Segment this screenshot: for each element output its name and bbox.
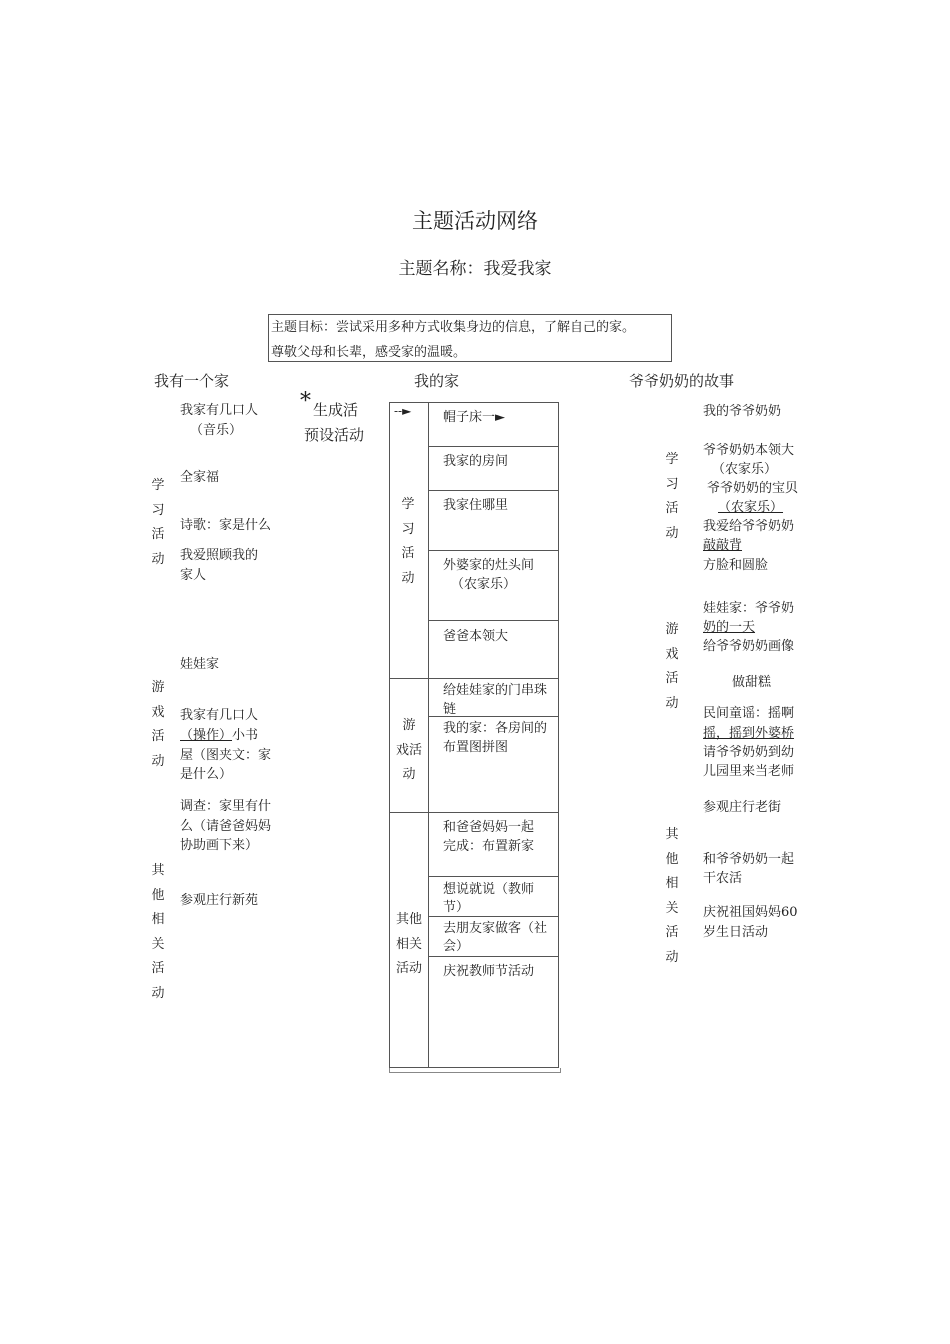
middle-learn-label: 学 习 活 动 (401, 497, 415, 586)
table-cell: 我家的房间 (443, 454, 509, 469)
divider (428, 490, 559, 491)
list-item: 爷爷奶奶本领大 (703, 443, 795, 458)
list-item: 么（请爸爸妈妈 (180, 819, 272, 834)
right-game-label: 游 戏 活 动 (665, 622, 679, 711)
list-item: 协助画下来） (180, 838, 259, 853)
divider (428, 550, 559, 551)
table-cell: 帽子床一► (443, 410, 505, 425)
left-learn-label: 学 习 活 动 (151, 478, 165, 567)
list-item: 摇，摇到外婆桥 (703, 726, 795, 741)
right-learn-label: 学 习 活 动 (665, 452, 679, 541)
arrow-icon: --► (394, 404, 412, 418)
list-item: 岁生日活动 (703, 925, 769, 940)
list-item: 我爱给爷爷奶奶 (703, 519, 795, 534)
list-item: 给爷爷奶奶画像 (703, 639, 795, 654)
generated-label: 生成活 (313, 401, 359, 419)
divider (428, 446, 559, 447)
star-icon: * (300, 389, 311, 414)
divider (389, 812, 559, 813)
list-item: （农家乐） (712, 462, 778, 477)
list-item: 爷爷奶奶的宝贝 (707, 481, 799, 496)
table-cell: 庆祝教师节活动 (443, 964, 535, 979)
list-item: （操作）小书 (180, 728, 259, 743)
right-other-label: 其 他 相 关 活 动 (665, 827, 679, 965)
right-heading: 爷爷奶奶的故事 (629, 372, 735, 390)
goal-line-2: 尊敬父母和长辈，感受家的温暖。 (271, 345, 467, 360)
list-item: 家人 (180, 568, 207, 583)
page-title: 主题活动网络 (412, 209, 538, 233)
table-cell: 会） (443, 939, 470, 954)
table-cell: 去朋友家做客（社 (443, 921, 548, 936)
list-item: 我家有几口人 (180, 708, 259, 723)
list-item: 调查：家里有什 (180, 799, 272, 814)
goal-line-1: 主题目标：尝试采用多种方式收集身边的信息，了解自己的家。 (271, 320, 636, 335)
list-item: 请爷爷奶奶到幼 (703, 745, 795, 760)
list-item: 儿园里来当老师 (703, 764, 795, 779)
list-item: 和爷爷奶奶一起 (703, 852, 795, 867)
middle-other-label: 其他 相关 活动 (395, 912, 422, 976)
table-cell: 我家住哪里 (443, 498, 509, 513)
divider (428, 876, 559, 877)
table-footer (389, 1068, 561, 1073)
table-cell: 外婆家的灶头间 (443, 558, 535, 573)
list-item: 是什么） (180, 767, 233, 782)
list-item: 我爱照顾我的 (180, 548, 259, 563)
divider (389, 678, 559, 679)
table-divider (428, 402, 429, 1068)
list-item: 屋（图夹文：家 (180, 748, 272, 763)
table-cell: 爸爸本领大 (443, 629, 509, 644)
table-cell: （农家乐） (451, 577, 517, 592)
table-cell: 给娃娃家的门串珠 (443, 683, 548, 698)
table-cell: 布置图拼图 (443, 740, 509, 755)
middle-game-label: 游 戏活 动 (395, 718, 422, 782)
list-item: 全家福 (180, 470, 220, 485)
left-heading: 我有一个家 (154, 372, 230, 390)
divider (428, 956, 559, 957)
middle-heading: 我的家 (414, 372, 460, 390)
table-cell: 想说就说（教师 (443, 882, 535, 897)
list-item: 我家有几口人 (180, 403, 259, 418)
preset-label: 预设活动 (304, 426, 365, 444)
table-cell: 我的家：各房间的 (443, 721, 548, 736)
list-item: 参观庄行老街 (703, 800, 782, 815)
list-item: 诗歌：家是什么 (180, 518, 272, 533)
left-game-label: 游 戏 活 动 (151, 680, 165, 769)
list-item: 奶的一天 (703, 620, 756, 635)
list-item: 民间童谣：摇啊 (703, 706, 795, 721)
list-item: 做甜糕 (732, 675, 772, 690)
table-cell: 和爸爸妈妈一起 (443, 820, 535, 835)
table-cell: 链 (443, 702, 457, 717)
list-item: 娃娃家 (180, 657, 220, 672)
list-item: 我的爷爷奶奶 (703, 404, 782, 419)
list-item: 敲敲背 (703, 538, 743, 553)
list-item: 方脸和圆脸 (703, 558, 769, 573)
table-cell: 节） (443, 900, 470, 915)
list-item: 参观庄行新苑 (180, 893, 259, 908)
list-item: （农家乐） (718, 500, 784, 515)
list-item: （音乐） (190, 423, 243, 438)
list-item: 干农活 (703, 871, 743, 886)
left-other-label: 其 他 相 关 活 动 (151, 863, 165, 1001)
table-cell: 完成：布置新家 (443, 839, 535, 854)
goal-box (268, 314, 672, 362)
divider (428, 620, 559, 621)
theme-name: 主题名称：我爱我家 (398, 259, 552, 279)
list-item: 庆祝祖国妈妈60 (703, 905, 798, 920)
list-item: 娃娃家：爷爷奶 (703, 601, 795, 616)
